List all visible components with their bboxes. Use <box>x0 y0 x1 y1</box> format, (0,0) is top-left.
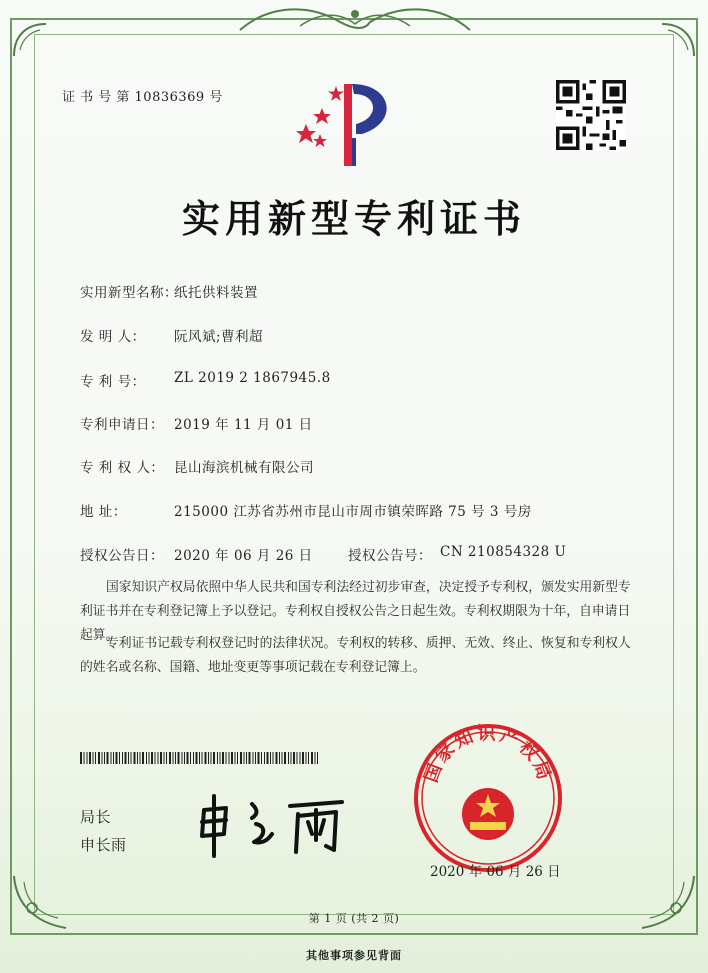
field-label-patent-number: 专 利 号： <box>80 374 146 390</box>
corner-ornament-icon <box>658 20 698 60</box>
top-ornament-icon <box>230 2 480 36</box>
certificate-number: 证 书 号 第 10836369 号 <box>62 90 223 105</box>
official-seal-icon <box>412 722 564 874</box>
director-name: 申长雨 <box>80 836 127 854</box>
field-value-name: 纸托供料装置 <box>174 285 258 301</box>
field-value-patentee: 昆山海滨机械有限公司 <box>174 460 314 476</box>
field-label-inventor: 发 明 人： <box>80 329 146 345</box>
field-label-address: 地 址： <box>80 504 127 520</box>
seal-text: 国家知识产权局 <box>420 723 556 786</box>
grant-date-value: 2020 年 06 月 26 日 <box>174 548 313 564</box>
seal-date: 2020 年 06 月 26 日 <box>430 864 561 880</box>
barcode-icon <box>80 752 320 764</box>
field-value-application-date: 2019 年 11 月 01 日 <box>174 417 313 433</box>
svg-text:国家知识产权局 <box>421 723 556 785</box>
field-value-address: 215000 江苏省苏州市昆山市周市镇荣晖路 75 号 3 号房 <box>174 504 532 520</box>
field-label-name: 实用新型名称： <box>80 285 178 301</box>
field-label-patentee: 专 利 权 人： <box>80 460 165 476</box>
legal-status-paragraph: 专利证书记载专利权登记时的法律状况。专利权的转移、质押、无效、终止、恢复和专利权人的姓名或名称、国籍、地址变更等事项记载在专利登记簿上。 <box>80 636 631 675</box>
field-value-patent-number: ZL 2019 2 1867945.8 <box>174 370 331 386</box>
field-value-inventor: 阮风斌;曹利超 <box>174 329 264 345</box>
director-signature-icon <box>196 790 356 860</box>
cnipa-logo-icon <box>292 78 400 174</box>
footer-note: 其他事项参见背面 <box>306 949 402 962</box>
director-title: 局长 <box>80 808 112 826</box>
grant-number-label: 授权公告号： <box>348 548 432 564</box>
grant-number-value: CN 210854328 U <box>440 544 567 560</box>
qr-code-icon <box>556 80 626 150</box>
grant-date-label: 授权公告日： <box>80 548 164 564</box>
page-title: 实用新型专利证书 <box>181 196 526 241</box>
field-label-application-date: 专利申请日： <box>80 417 164 433</box>
grant-statement-paragraph: 国家知识产权局依照中华人民共和国专利法经过初步审查，决定授予专利权，颁发实用新型专利证书并在专利登记簿上予以登记。专利权自授权公告之日起生效。专利权期限为十年，自申请日起算。 <box>80 580 631 643</box>
corner-ornament-icon <box>10 20 50 60</box>
page-number: 第 1 页 (共 2 页) <box>308 912 400 925</box>
